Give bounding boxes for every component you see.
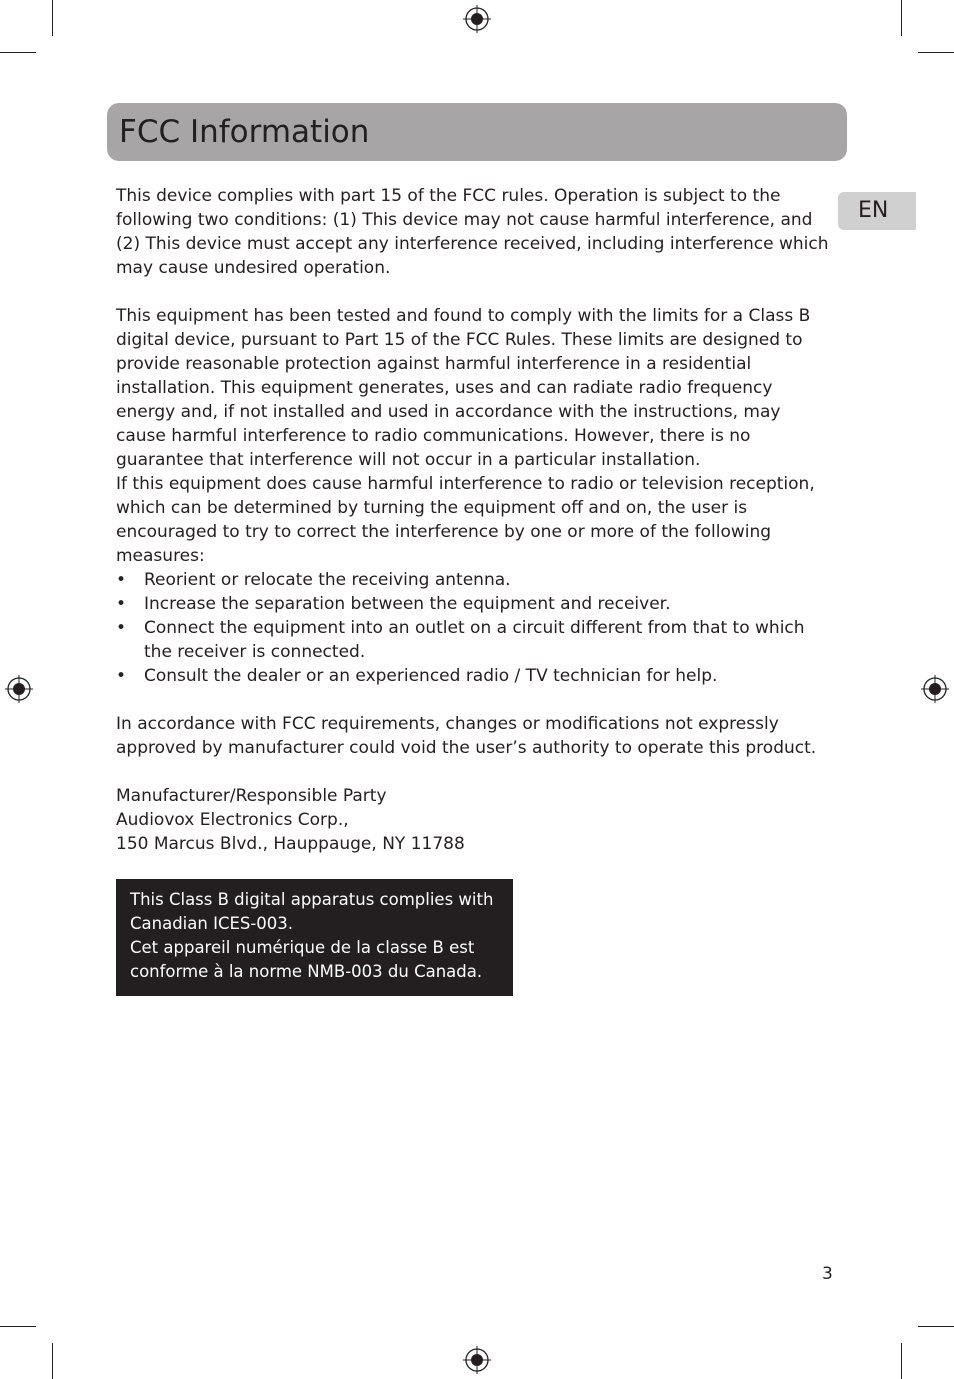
- notice-line: Cet appareil numérique de la classe B est: [130, 938, 475, 957]
- page-number: 3: [822, 1264, 833, 1284]
- registration-mark-icon: [463, 1346, 491, 1374]
- registration-mark-icon: [463, 5, 491, 33]
- crop-mark-top-left: [52, 0, 53, 36]
- list-item: • Connect the equipment into an outlet on a circuit different from that to which the receiver is connected.: [116, 616, 832, 664]
- measures-list: [116, 568, 832, 688]
- notice-line: Canadian ICES-003.: [130, 914, 294, 933]
- crop-mark-top-left: [0, 52, 36, 53]
- address-line: Manufacturer/Responsible Party: [116, 786, 387, 806]
- crop-mark-bottom-right: [918, 1326, 954, 1327]
- crop-mark-bottom-right: [901, 1343, 902, 1379]
- language-tab-label: EN: [858, 198, 889, 223]
- crop-mark-top-right: [918, 52, 954, 53]
- modification-paragraph: In accordance with FCC requirements, changes or modifications not expressly approved by manufacturer could void the user’s authority to operate this product.: [116, 714, 817, 758]
- manufacturer-address: [116, 784, 832, 856]
- notice-line: This Class B digital apparatus complies with: [130, 890, 494, 909]
- registration-mark-icon: [921, 675, 949, 703]
- compliance-paragraph: This device complies with part 15 of the FCC rules. Operation is subject to the following two conditions: (1) This device may not cause harmful interference, and (2) This device must accept any interference received, including interference which may cause undesired operation.: [116, 186, 829, 278]
- address-line: 150 Marcus Blvd., Hauppauge, NY 11788: [116, 834, 465, 854]
- page-title: FCC Information: [119, 114, 370, 150]
- class-b-paragraph: This equipment has been tested and found to comply with the limits for a Class B digital device, pursuant to Part 15 of the FCC Rules. These limits are designed to provide reasonable protection against harmful interference in a residential installation. This equipment generates, uses and can radiate radio frequency energy and, if not installed and used in accordance with the instructions, may cause harmful interference to radio communications. However, there is no guarantee that interference will not occur in a particular installation.: [116, 306, 811, 470]
- list-item: • Consult the dealer or an experienced radio / TV technician for help.: [116, 664, 832, 688]
- fcc-body-text: [116, 184, 832, 856]
- crop-mark-bottom-left: [0, 1326, 36, 1327]
- language-tab: [838, 192, 916, 230]
- notice-line: conforme à la norme NMB-003 du Canada.: [130, 962, 483, 981]
- interference-paragraph: If this equipment does cause harmful interference to radio or television reception, which can be determined by turning the equipment off and on, the user is encouraged to try to correct the interference by one or more of the following measures:: [116, 474, 815, 566]
- list-item: • Reorient or relocate the receiving antenna.: [116, 568, 832, 592]
- page-title-bar: [107, 103, 847, 161]
- crop-mark-top-right: [901, 0, 902, 36]
- crop-mark-bottom-left: [52, 1343, 53, 1379]
- address-line: Audiovox Electronics Corp.,: [116, 810, 349, 830]
- registration-mark-icon: [5, 675, 33, 703]
- list-item: • Increase the separation between the equipment and receiver.: [116, 592, 832, 616]
- canadian-compliance-notice: [116, 879, 513, 996]
